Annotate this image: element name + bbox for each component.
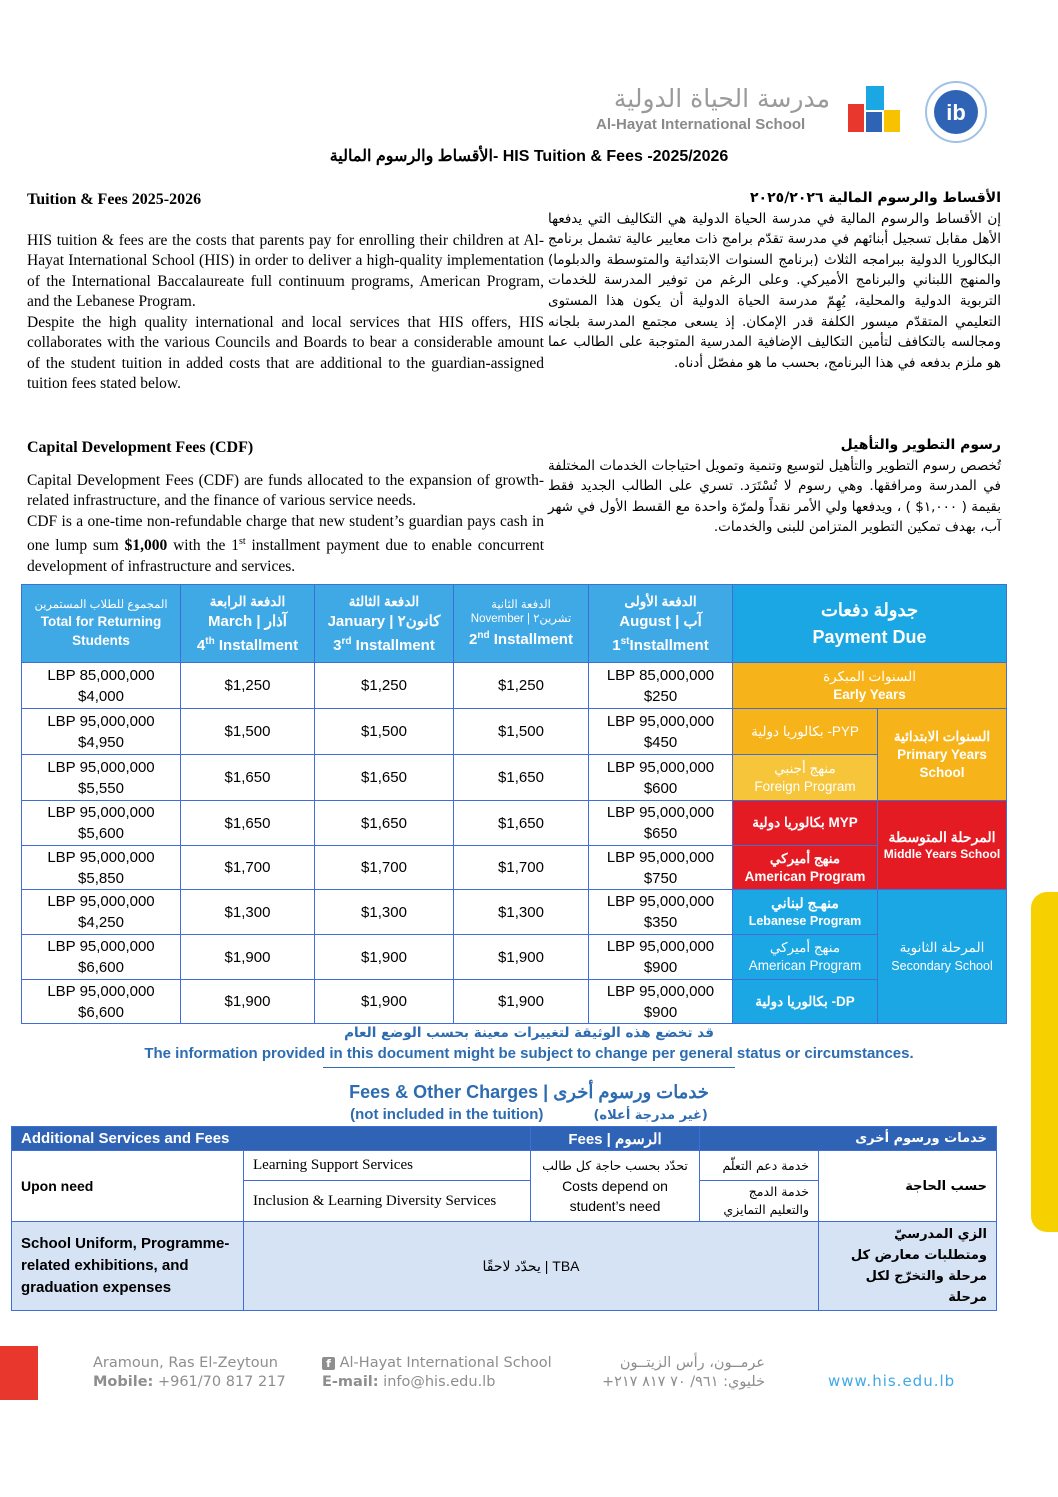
table-row — [22, 935, 1007, 980]
installment-4-cell: $1,300 — [181, 890, 315, 935]
uniform-label: School Uniform, Programme- related exhibitions, and graduation expenses — [12, 1222, 244, 1311]
header-fees: Fees | الرسوم — [531, 1127, 700, 1151]
payment-table-header — [22, 585, 1007, 663]
header-installment-4: الدفعة الرابعة March | آذار 4th Installment — [181, 585, 315, 663]
disclaimer-arabic: قد تخضع هذه الوثيقة لتغييرات معينة بحسب الوضع العام — [344, 1025, 714, 1041]
decorative-yellow-bar — [1031, 892, 1058, 1232]
program-middle-years: المرحلة المتوسطة Middle Years School — [878, 801, 1007, 890]
cdf-section-ar — [548, 435, 1001, 538]
table-row — [22, 755, 1007, 801]
total-cell: LBP 95,000,000 $6,600 — [22, 935, 181, 980]
installment-1-cell: LBP 95,000,000 $750 — [589, 846, 733, 890]
email-link[interactable]: info@his.edu.lb — [383, 1374, 496, 1390]
total-cell: LBP 95,000,000 $6,600 — [22, 980, 181, 1024]
installment-3-cell: $1,650 — [315, 801, 454, 846]
installment-2-cell: $1,300 — [454, 890, 589, 935]
document-title: الأقساط والرسوم المالية- HIS Tuition & Fees -2025/2026 — [329, 148, 729, 165]
table-row — [22, 980, 1007, 1024]
fee-depends-cell: تحدّد بحسب حاجة كل طالب Costs depend on student’s need — [531, 1151, 700, 1222]
decorative-red-block — [0, 1346, 38, 1400]
installment-2-cell: $1,250 — [454, 663, 589, 709]
installment-1-cell: LBP 95,000,000 $650 — [589, 801, 733, 846]
fees-table — [11, 1126, 997, 1311]
tuition-paragraph-ar: إن الأقساط والرسوم المالية في مدرسة الحياة الدولية هي التكاليف التي يدفعها الأهل مقابل تسجيل أبنائهم في مدرسة تقدّم برامج ذات معايير عالية تشمل برنامج البكالوريا الدولية ببرامجه الثلاث (برنامج السنوات الابتدائية والمتوسطة والدبلوما) والمنهج اللبناني والبرنامج الأميركي. وعلى الرغم من توفير المدرسة للخدمات التربوية الدولية والمحلية، يُهِمّ مدرسة الحياة الدولية أن يكون هذا المستوى التعليمي المتقدّم ميسور الكلفة قدر الإمكان. إذ يسعى مجتمع المدرسة بلجانه ومجالسه بالتكافف لتأمين التكاليف الإضافية المدرسية المتوجبة على الطالب عما هو ملزم بدفعه في هذا البرنامج، بحسب ما هو مفصّل أدناه. — [548, 210, 1001, 371]
program-dp: بكالوريا دولية -DP — [733, 980, 878, 1024]
total-cell: LBP 95,000,000 $5,850 — [22, 846, 181, 890]
table-row — [12, 1151, 997, 1181]
installment-1-cell: LBP 95,000,000 $450 — [589, 709, 733, 755]
fees-subtitle: (not included in the tuition) (غير مدرجة أعلاه) — [350, 1106, 708, 1123]
installment-1-cell: LBP 95,000,000 $900 — [589, 980, 733, 1024]
cdf-amount: $1,000 — [124, 537, 168, 555]
tuition-heading-en: Tuition & Fees 2025-2026 — [27, 191, 202, 208]
inclusion-ar: خدمة الدمج والتعليم التمايزي — [700, 1181, 819, 1222]
installment-4-cell: $1,900 — [181, 935, 315, 980]
installment-2-cell: $1,500 — [454, 709, 589, 755]
installment-4-cell: $1,500 — [181, 709, 315, 755]
installment-3-cell: $1,250 — [315, 663, 454, 709]
logo-arabic-name: مدرسة الحياة الدولية — [613, 84, 830, 113]
program-secondary: المرحلة الثانوية Secondary School — [878, 890, 1007, 1024]
header-installment-3: الدفعة الثالثة January | كانون٢ 3rd Installment — [315, 585, 454, 663]
installment-2-cell: $1,650 — [454, 755, 589, 801]
svg-text:ib: ib — [946, 100, 966, 125]
cdf-paragraph-ar: تُخصص رسوم التطوير والتأهيل لتوسيع وتنمية وتمويل احتياجات الخدمات المختلفة في المدرسة ومرافقها. وهي رسوم لا تُسْتَرَد. تسري على الطالب الجديد فقط بقيمة ( ١,٠٠٠$ ) ، ويدفعها ولي الأمر نقداً ولمرّة واحدة مع القسط الأول في شهر آب، بهدف تمكين التطوير المتزامن للبنى والخدمات. — [548, 457, 1001, 536]
installment-4-cell: $1,650 — [181, 755, 315, 801]
table-row — [22, 709, 1007, 755]
cdf-heading-ar: رسوم التطوير والتأهيل — [840, 437, 1001, 453]
cdf-paragraph-2: CDF is a one-time non-refundable charge that new student’s guardian pays cash in one lump sum $1,000 with the 1st installment payment due to enable concurrent development of infrastructure and services. — [27, 512, 545, 575]
table-row — [22, 890, 1007, 935]
cdf-paragraph-1: Capital Development Fees (CDF) are funds allocated to the expansion of growth-related infrastructure, and the finance of various service needs. — [27, 471, 544, 509]
footer-contact: f Al-Hayat International School E-mail: info@his.edu.lb — [322, 1355, 552, 1390]
installment-3-cell: $1,700 — [315, 846, 454, 890]
total-cell: LBP 85,000,000 $4,000 — [22, 663, 181, 709]
installment-1-cell: LBP 95,000,000 $600 — [589, 755, 733, 801]
table-row — [12, 1222, 997, 1311]
installment-3-cell: $1,900 — [315, 935, 454, 980]
footer-address-ar: عرمــون، رأس الزيتــون خليوي: ٩٦١/ ٧٠ ٨١٧ ٢١٧+ — [601, 1355, 765, 1390]
program-american-secondary: منهج أميركي American Program — [733, 935, 878, 980]
total-cell: LBP 95,000,000 $4,950 — [22, 709, 181, 755]
total-cell: LBP 95,000,000 $4,250 — [22, 890, 181, 935]
header-installment-1: الدفعة الأولى August | آب 1stInstallment — [589, 585, 733, 663]
learning-support-ar: خدمة دعم التعلّم — [700, 1151, 819, 1181]
tuition-section-en — [27, 190, 544, 395]
tuition-heading-ar: الأقساط والرسوم المالية ٢٠٢٥/٢٠٢٦ — [750, 190, 1001, 206]
header-payment-due: جدولة دفعات Payment Due — [733, 585, 1007, 663]
school-logo — [590, 80, 1000, 140]
total-cell: LBP 95,000,000 $5,550 — [22, 755, 181, 801]
header-installment-2: الدفعة الثانية November | تشرين٢ 2nd Installment — [454, 585, 589, 663]
installment-2-cell: $1,700 — [454, 846, 589, 890]
installment-2-cell: $1,650 — [454, 801, 589, 846]
header-other-services-ar: خدمات ورسوم أخرى — [700, 1127, 997, 1151]
installment-1-cell: LBP 95,000,000 $350 — [589, 890, 733, 935]
ib-logo-icon — [924, 80, 988, 144]
tba-cell: يحدّد لاحقًا | TBA — [244, 1222, 819, 1311]
installment-2-cell: $1,900 — [454, 980, 589, 1024]
learning-support-label: Learning Support Services — [244, 1151, 531, 1181]
program-lebanese: منهـج لبناني Lebanese Program — [733, 890, 878, 935]
tuition-paragraph-2: Despite the high quality international and local services that HIS offers, HIS collaborates with the various Councils and Boards to bear a considerable amount of the student tuition in added costs that are additional to the guardian-assigned tuition fees stated below. — [27, 313, 544, 392]
installment-3-cell: $1,500 — [315, 709, 454, 755]
installment-1-cell: LBP 95,000,000 $900 — [589, 935, 733, 980]
fees-table-header — [12, 1127, 997, 1151]
facebook-icon: f — [322, 1357, 335, 1370]
disclaimer-notice — [0, 1023, 1058, 1068]
installment-4-cell: $1,650 — [181, 801, 315, 846]
header-additional-services: Additional Services and Fees — [12, 1127, 531, 1151]
upon-need-label: Upon need — [12, 1151, 244, 1222]
payment-table — [21, 584, 1007, 1024]
logo-english-name: Al-Hayat International School — [596, 116, 806, 133]
program-pyp: بكالوريا دولية -PYP — [733, 709, 878, 755]
fees-title: Fees & Other Charges | خدمات ورسوم أخرى — [349, 1082, 709, 1102]
website-link[interactable]: www.his.edu.lb — [828, 1372, 956, 1390]
tuition-section-ar — [548, 188, 1001, 373]
total-cell: LBP 95,000,000 $5,600 — [22, 801, 181, 846]
installment-1-cell: LBP 85,000,000 $250 — [589, 663, 733, 709]
installment-4-cell: $1,250 — [181, 663, 315, 709]
table-row — [22, 846, 1007, 890]
table-row — [22, 663, 1007, 709]
program-primary-years: السنوات الابتدائية Primary Years School — [878, 709, 1007, 801]
installment-3-cell: $1,650 — [315, 755, 454, 801]
program-myp: بكالوريا دولية MYP — [733, 801, 878, 846]
program-american: منهج أميركي American Program — [733, 846, 878, 890]
cdf-heading-en: Capital Development Fees (CDF) — [27, 439, 254, 456]
inclusion-label: Inclusion & Learning Diversity Services — [244, 1181, 531, 1222]
divider — [323, 1067, 735, 1068]
upon-need-ar: حسب الحاجة — [819, 1151, 997, 1222]
installment-3-cell: $1,300 — [315, 890, 454, 935]
tuition-paragraph-1: HIS tuition & fees are the costs that parents pay for enrolling their children at Al-Hayat International School (HIS) in order to deliver a high-quality implementation of the International Baccalaureate full continuum programs, American Program, and the Lebanese Program. — [27, 231, 544, 310]
installment-2-cell: $1,900 — [454, 935, 589, 980]
facebook-link[interactable]: Al-Hayat International School — [339, 1355, 552, 1371]
school-emblem-icon — [846, 84, 902, 134]
installment-4-cell: $1,900 — [181, 980, 315, 1024]
disclaimer-english: The information provided in this document might be subject to change per general status or circumstances. — [144, 1045, 914, 1062]
cdf-section-en — [27, 438, 544, 577]
table-row — [22, 801, 1007, 846]
uniform-ar: الزي المدرسيّ ومتطلبات معارض كل مرحلة والتخرّج لكل مرحلة — [819, 1222, 997, 1311]
header-total: المجموع للطلاب المستمرين Total for Returning Students — [22, 585, 181, 663]
program-foreign: منهج أجنبي Foreign Program — [733, 755, 878, 801]
installment-4-cell: $1,700 — [181, 846, 315, 890]
installment-3-cell: $1,900 — [315, 980, 454, 1024]
program-early-years: السنوات المبكرة Early Years — [733, 663, 1007, 709]
footer-address-en: Aramoun, Ras El-Zeytoun Mobile: +961/70 817 217 — [93, 1355, 286, 1390]
